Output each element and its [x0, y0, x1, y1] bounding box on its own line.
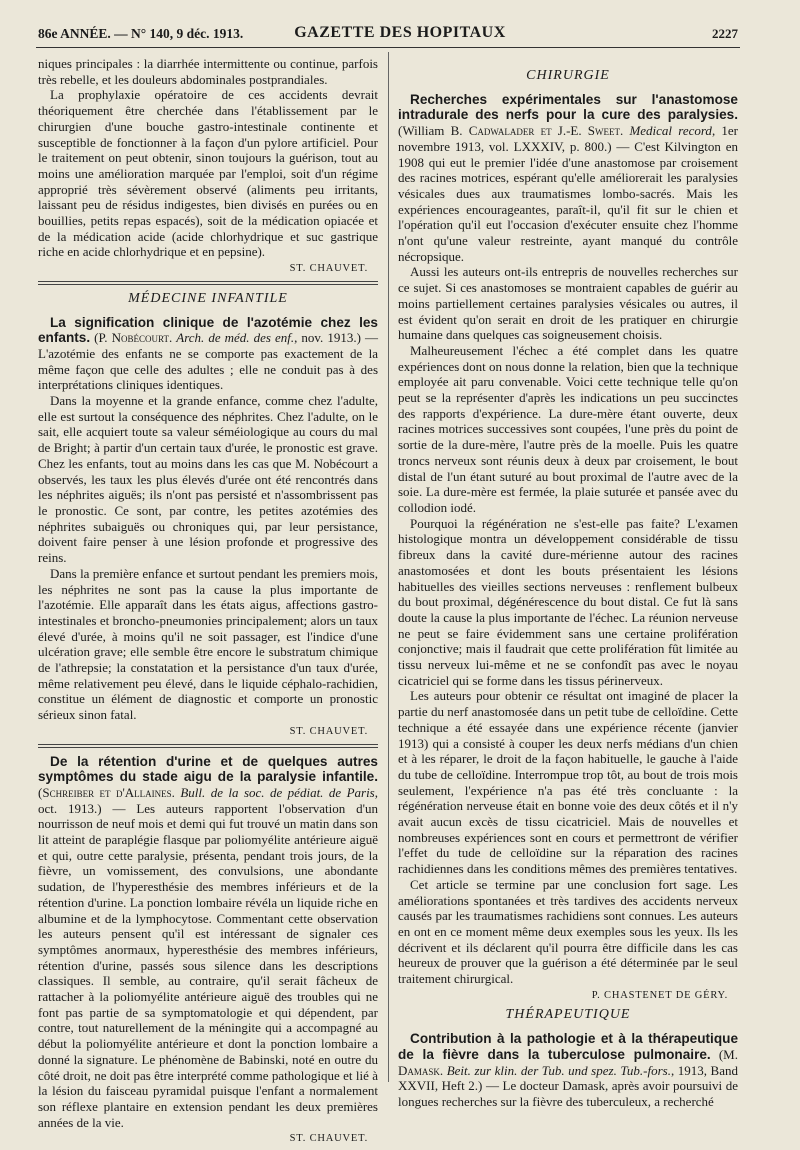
- double-rule: [38, 744, 378, 748]
- journal-title: GAZETTE DES HOPITAUX: [294, 24, 506, 41]
- column-divider: [388, 52, 389, 1082]
- paragraph: Cet article se termine par une conclusion fort sage. Les améliorations spontanées et très tardives des accidents nerveux causés par les traumatismes rachidiens sont connues. Les auteurs en ont en ce moment même deux exemples sous les yeux. Ils les décrivent et ils déclarent qu'il pourra être difficile dans les cas heureux de prouver que la guérison a été déterminée par le seul traitement chirurgical.: [398, 876, 738, 987]
- citation-text: , 1er novembre 1913, vol. LXXXIV, p. 800.) — C'est Kilvington en 1908 qui eut le premier l'idée d'une anastomose par croisement des racines motrices, espérant qu'elle améliorerait les paralysies vésicales dues aux traumatismes lombo-sacrés. Mais les expériences encourageantes, paraît-il, qu'il fit sur le chien et l'opération qu'il eut l'occasion d'exécuter ensuite chez l'homme n'ont qu'une valeur restreinte, ayant manqué du contrôle nécropsique.: [398, 123, 738, 264]
- signature: P. CHASTENET DE GÉRY.: [591, 989, 728, 1001]
- section-heading: THÉRAPEUTIQUE: [505, 1007, 631, 1023]
- journal-name: Arch. de méd. des enf.: [176, 330, 295, 346]
- double-rule: [38, 281, 378, 285]
- citation-text: , nov. 1913.) — L'azotémie des enfants ne se comporte pas exactement de la même façon que celle des adultes ; elle ne conduit pas à des interprétations cliniques identiques.: [38, 330, 378, 393]
- article-intro: [38, 754, 378, 1131]
- section-heading: MÉDECINE INFANTILE: [128, 290, 288, 306]
- article-title: De la rétention d'urine et de quelques autres symptômes du stade aigu de la paralysie infantile.: [38, 753, 378, 785]
- citation-text: (M.: [710, 1046, 738, 1062]
- paragraph: niques principales : la diarrhée intermittente ou continue, parfois très rebelle, et les douleurs abdominales postprandiales.: [38, 56, 378, 87]
- citation-text: (: [38, 784, 43, 800]
- citation-text: .: [168, 330, 177, 346]
- signature: ST. CHAUVET.: [289, 1133, 368, 1145]
- article-intro: [398, 1031, 738, 1110]
- author-name: Cadwalader et J.-E. Sweet: [468, 123, 620, 139]
- article-intro: [38, 315, 378, 394]
- paragraph: Dans la première enfance et surtout pendant les premiers mois, les néphrites ne sont pas la cause la plus importante de l'azotémie. Elle apparaît dans les états aigus, affections gastro-intestinales et broncho-pneumonies principalement; alors un taux élevé d'urée, à moins qu'il ne soit passager, est l'indice d'une ulcération grave; elle semble être encore le substratum chimique de l'athrepsie; la constatation et la persistance d'un taux d'urée, même relativement peu élevé, dans le liquide céphalo-rachidien, constitue un élément de diagnostic et comporte un pronostic sérieux sinon fatal.: [38, 565, 378, 723]
- citation-text: , oct. 1913.) — Les auteurs rapportent l'observation d'un nourrisson de neuf mois et demi qui fut trouvé un matin dans son lit atteint de paraplégie flasque par poliomyélite antérieure aiguë et qui, outre cette paralysie, présenta, pendant trois jours, de la fièvre, un vomissement, des convulsions, une abondante sudation, de l'hyperesthésie des membres inférieurs et de la rétention d'urine. La ponction lombaire révéla un liquide riche en albumine et de la lymphocytose. Commentant cette observation les auteurs pensent qu'il est intéressant de signaler ces symptômes anormaux, hyperesthésie des membres inférieurs, rétention d'urine, passés sous silence dans les descriptions classiques. Il semble, au contraire, qu'il serait fâcheux de rattacher à la poliomyélite antérieure aiguë des troubles qui ne font pas partie de sa symptomatologie et qui dépendent, par contre, tout naturellement de la méningite qui a accompagné au début la poliomyélite antérieure et dont la ponction lombaire a donné la signature. Le phénomène de Babinski, noté en outre du côté droit, ne doit pas être interprété comme pathologique et lié à la lésion du faisceau pyramidal puisque l'enfant a normalement son réflexe plantaire en extension pendant les deux premières années de la vie.: [38, 784, 378, 1130]
- section-heading: CHIRURGIE: [526, 68, 610, 83]
- signature: ST. CHAUVET.: [289, 263, 368, 275]
- author-name: Damask: [398, 1062, 440, 1078]
- author-name: Schreiber et d'Allaines: [42, 784, 172, 800]
- citation-text: , 1913, Band XXVII, Heft 2.) — Le docteur Damask, après avoir poursuivi de longues recherches sur la fièvre des tuberculeux, a recherché: [398, 1062, 739, 1109]
- paragraph: La prophylaxie opératoire de ces accidents devrait théoriquement être cherchée dans l'établissement par le chirurgien d'une bouche gastro-intestinale continente et susceptible de fonctionner à la façon d'un pylore artificiel. Pour le traitement on peut obtenir, sinon toujours la guérison, tout au moins une amélioration marquée par l'emploi, soit d'un régime approprié très sévèrement observé (aliments peu irritants, laissant peu de résidus indigestes, bien divisés en purées ou en bouillies, petits repas espacés), soit de la médication opiacée et de la médication acide (acide chlorhydrique et suc gastrique riche en acide chlorhydrique et en pepsine).: [38, 87, 378, 260]
- citation-text: .: [171, 784, 181, 800]
- citation-text: (William B.: [398, 123, 469, 139]
- page-number: 2227: [712, 26, 738, 41]
- paragraph: Dans la moyenne et la grande enfance, comme chez l'adulte, elle est surtout la conséquence des néphrites. Chez l'adulte, on le sait, elle acquiert toute sa valeur séméiologique au cours du mal de Bright; à partir d'un certain taux d'urée, le pronostic est grave. Chez les enfants, tout au moins dans les cas que M. Nobécourt a observés, les taux les plus élevés d'urée ont été rencontrés dans les néphrites aiguës; ils n'ont pas persisté et n'assombrissent pas le pronostic. Ce sont, par contre, les petites azotémies des néphrites subaiguës ou chroniques qui, par leur persistance, doivent faire penser à une lésion profonde et progressive des reins.: [38, 393, 378, 566]
- article-title: Contribution à la pathologie et à la thérapeutique de la fièvre dans la tuberculose pulmonaire.: [398, 1031, 738, 1062]
- article-title: La signification clinique de l'azotémie chez les enfants.: [38, 314, 378, 346]
- right-column: [398, 56, 738, 1110]
- citation-text: .: [439, 1062, 447, 1078]
- citation-text: (P.: [90, 330, 112, 346]
- article-intro: [398, 92, 738, 265]
- paragraph: Pourquoi la régénération ne s'est-elle pas faite? L'examen histologique montra un développement considérable de tissu fibreux dans la cavité dure-mérienne autour des racines anastomosées et dont les bouts présentaient les lésions habituelles des vieilles sections nerveuses : renflement bulbeux du bout proximal, dégénérescence du bout distal. Ce fut là sans doute la cause la plus importante de l'échec. La réunion nerveuse ne peut se faire évidemment sans une certaine prolifération conjonctive; mais il faudrait que cette prolifération fût limitée au tissu nerveux lui-même et ne se confondît pas avec le noyau cicatriciel qui se forme dans les tissus périnerveux.: [398, 515, 738, 688]
- citation-text: .: [620, 123, 630, 139]
- page-header: [0, 24, 800, 48]
- header-rule: [36, 47, 740, 48]
- journal-name: Beit. zur klin. der Tub. und spez. Tub.-fors.: [446, 1062, 671, 1078]
- journal-name: Medical record: [629, 123, 712, 139]
- paragraph: Malheureusement l'échec a été complet dans les quatre expériences dont on nous donne la relation, bien que la technique employée ait paru convenable. Voici cette technique telle qu'on peut se la représenter d'après les indications un peu succinctes des rapports d'expérience. La dure-mère étant ouverte, deux racines motrices successives sont coupées, l'une près du point de sortie de la dure-mère, l'autre près de la moelle. Puis les quatre troncs nerveux sont réunis deux à deux par croisement, le bout distal de l'un étant suturé au bout proximal de l'autre avec de la soie. La dure-mère est fermée, la plaie suturée et pansée avec du collodion iodé.: [398, 342, 738, 515]
- journal-name: Bull. de la soc. de pédiat. de Paris: [180, 784, 375, 800]
- article-title: Recherches expérimentales sur l'anastomose intradurale des nerfs pour la cure des paralysies.: [398, 91, 738, 123]
- issue-info: 86e ANNÉE. — N° 140, 9 déc. 1913.: [38, 26, 244, 41]
- left-column: [38, 56, 378, 1150]
- paragraph: Les auteurs pour obtenir ce résultat ont imaginé de placer la partie du nerf anastomosée dans un petit tube de celloïdine. Cette technique a été essayée dans une expérience récente (janvier 1913) qui a consisté à couper les deux nerfs médians d'un chien et à les réparer, le droit de la façon habituelle, le gauche à l'aide du tube de celloïdine. Interrompue trop tôt, au bout de trois mois seulement, l'expérience n'a pas été très concluante : la régénération nerveuse était en bonne voie des deux côtés et il n'y avait aucun excès de tissu cicatriciel. Mais de nouvelles et nombreuses expériences sont en cours et permettront de vérifier l'effet du tude de celloïdine sur la réparation des racines rachidiennes dans les conditions mêmes des premières tentatives.: [398, 688, 738, 877]
- signature: ST. CHAUVET.: [289, 725, 368, 737]
- paragraph: Aussi les auteurs ont-ils entrepris de nouvelles recherches sur ce sujet. Si ces anastomoses se montraient capables de guérir au moins partiellement certaines paralysies vésicales ou autres, il est évident qu'on serait en droit de les pratiquer en chirurgie humaine dans quelques cas soigneusement choisis.: [398, 264, 738, 343]
- author-name: Nobécourt: [111, 330, 169, 346]
